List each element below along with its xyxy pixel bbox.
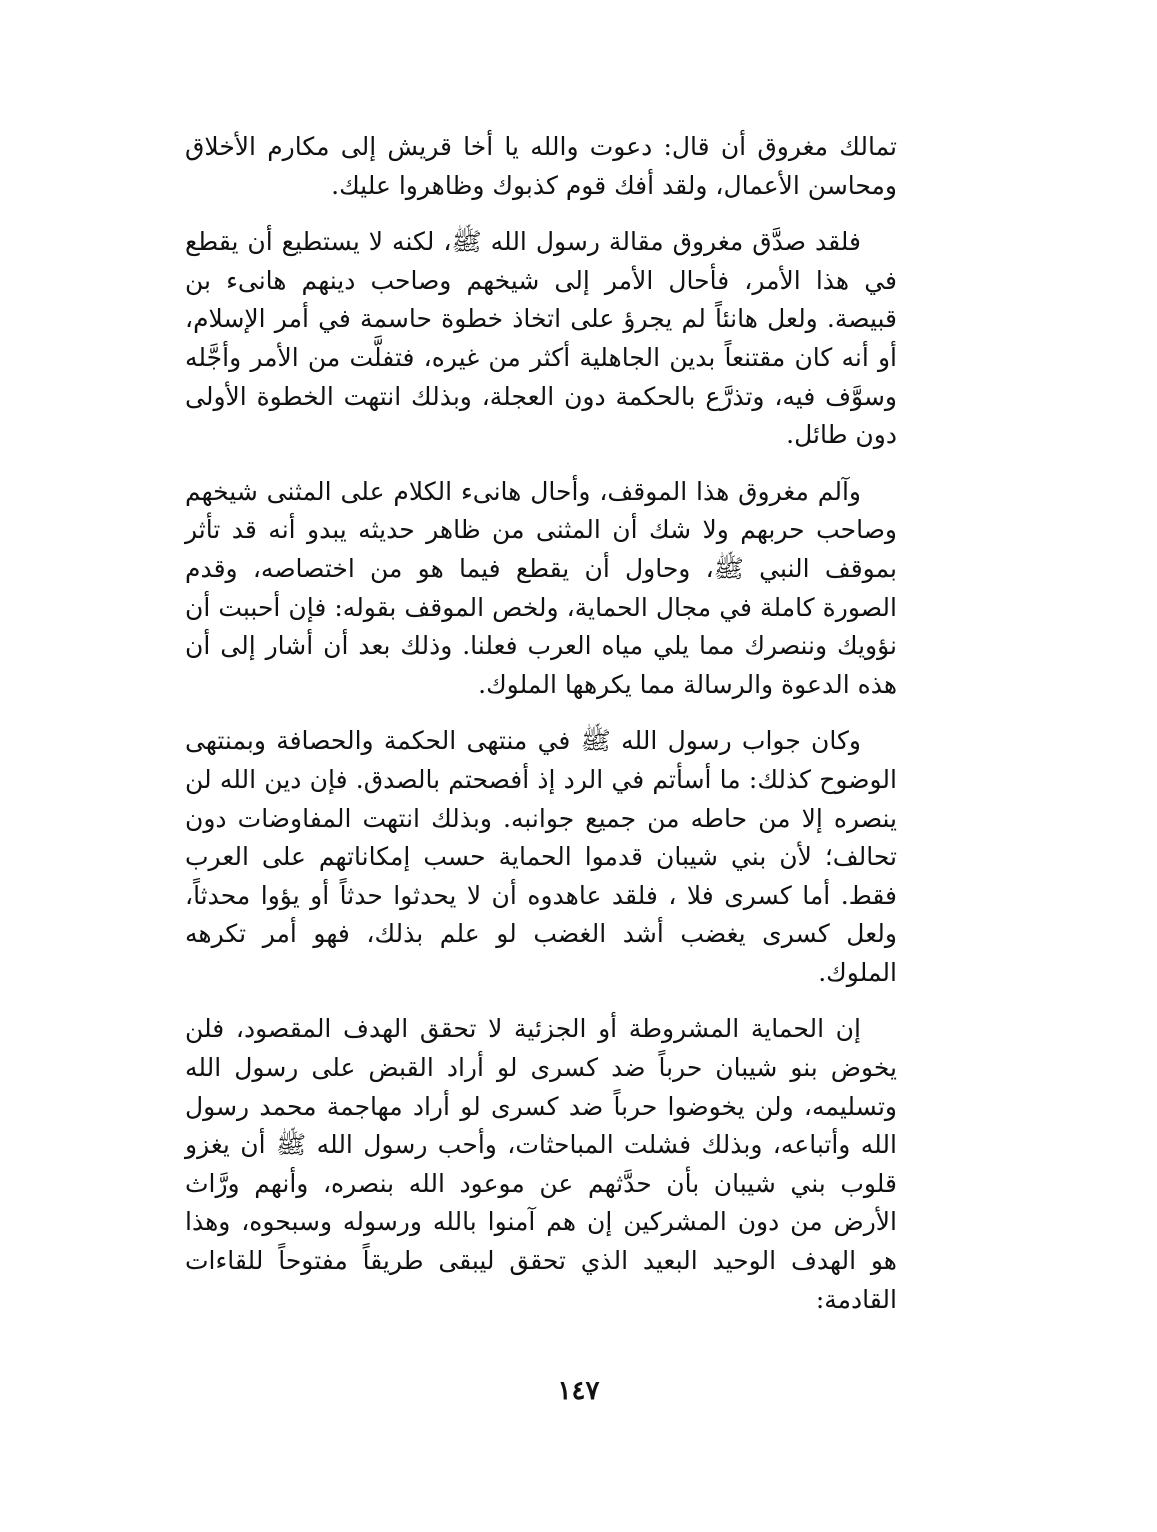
paragraph-2: فلقد صدَّق مغروق مقالة رسول الله ﷺ، لكنه لا يستطيع أن يقطع في هذا الأمر، فأحال الأمر إلى شيخهم وصاحب دينهم هانىء بن قبيصة. ولعل هانئاً لم يجرؤ على اتخاذ خطوة حاسمة في أمر الإسلام، أو أنه كان مقتنعاً بدين الجاهلية أكثر من غيره، فتفلَّت من الأمر وأجَّله وسوَّف فيه، وتذرَّع بالحكمة دون العجلة، وبذلك انتهت الخطوة الأولى دون طائل. bbox=[185, 227, 897, 450]
paragraph-5: إن الحماية المشروطة أو الجزئية لا تحقق الهدف المقصود، فلن يخوض بنو شيبان حرباً ضد كسرى لو أراد القبض على رسول الله وتسليمه، ولن يخوضوا حرباً ضد كسرى لو أراد مهاجمة محمد رسول الله وأتباعه، وبذلك فشلت المباحثات، وأحب رسول الله ﷺ أن يغزو قلوب بني شيبان بأن حدَّثهم عن موعود الله بنصره، وأنهم ورَّاث الأرض من دون المشركين إن هم آمنوا بالله ورسوله وسبحوه، وهذا هو الهدف الوحيد البعيد الذي تحقق ليبقى طريقاً مفتوحاً للقاءات القادمة: bbox=[185, 1014, 898, 1314]
paragraph-1: تمالك مغروق أن قال: دعوت والله يا أخا قريش إلى مكارم الأخلاق ومحاسن الأعمال، ولقد أفك قوم كذبوك وظاهروا عليك. bbox=[185, 132, 897, 200]
page-number: ١٤٧ bbox=[557, 1376, 600, 1406]
paragraph-4: وكان جواب رسول الله ﷺ في منتهى الحكمة والحصافة وبمنتهى الوضوح كذلك: ما أسأتم في الرد إذ أفصحتم بالصدق. فإن دين الله لن ينصره إلا من حاطه من جميع جوانبه. وبذلك انتهت المفاوضات دون تحالف؛ لأن بني شيبان قدموا الحماية حسب إمكاناتهم على العرب فقط. أما كسرى فلا ، فلقد عاهدوه أن لا يحدثوا حدثاً أو يؤوا محدثاً، ولعل كسرى يغضب أشد الغضب لو علم بذلك، فهو أمر تكرهه الملوك. bbox=[185, 726, 897, 987]
paragraph-3: وآلم مغروق هذا الموقف، وأحال هانىء الكلام على المثنى شيخهم وصاحب حربهم ولا شك أن المثنى من ظاهر حديثه يبدو أنه قد تأثر بموقف النبي ﷺ، وحاول أن يقطع فيما هو من اختصاصه، وقدم الصورة كاملة في مجال الحماية، ولخص الموقف بقوله: فإن أحببت أن نؤويك وننصرك مما يلي مياه العرب فعلنا. وذلك بعد أن أشار إلى أن هذه الدعوة والرسالة مما يكرهها الملوك. bbox=[185, 476, 897, 699]
page-body bbox=[185, 128, 897, 1337]
